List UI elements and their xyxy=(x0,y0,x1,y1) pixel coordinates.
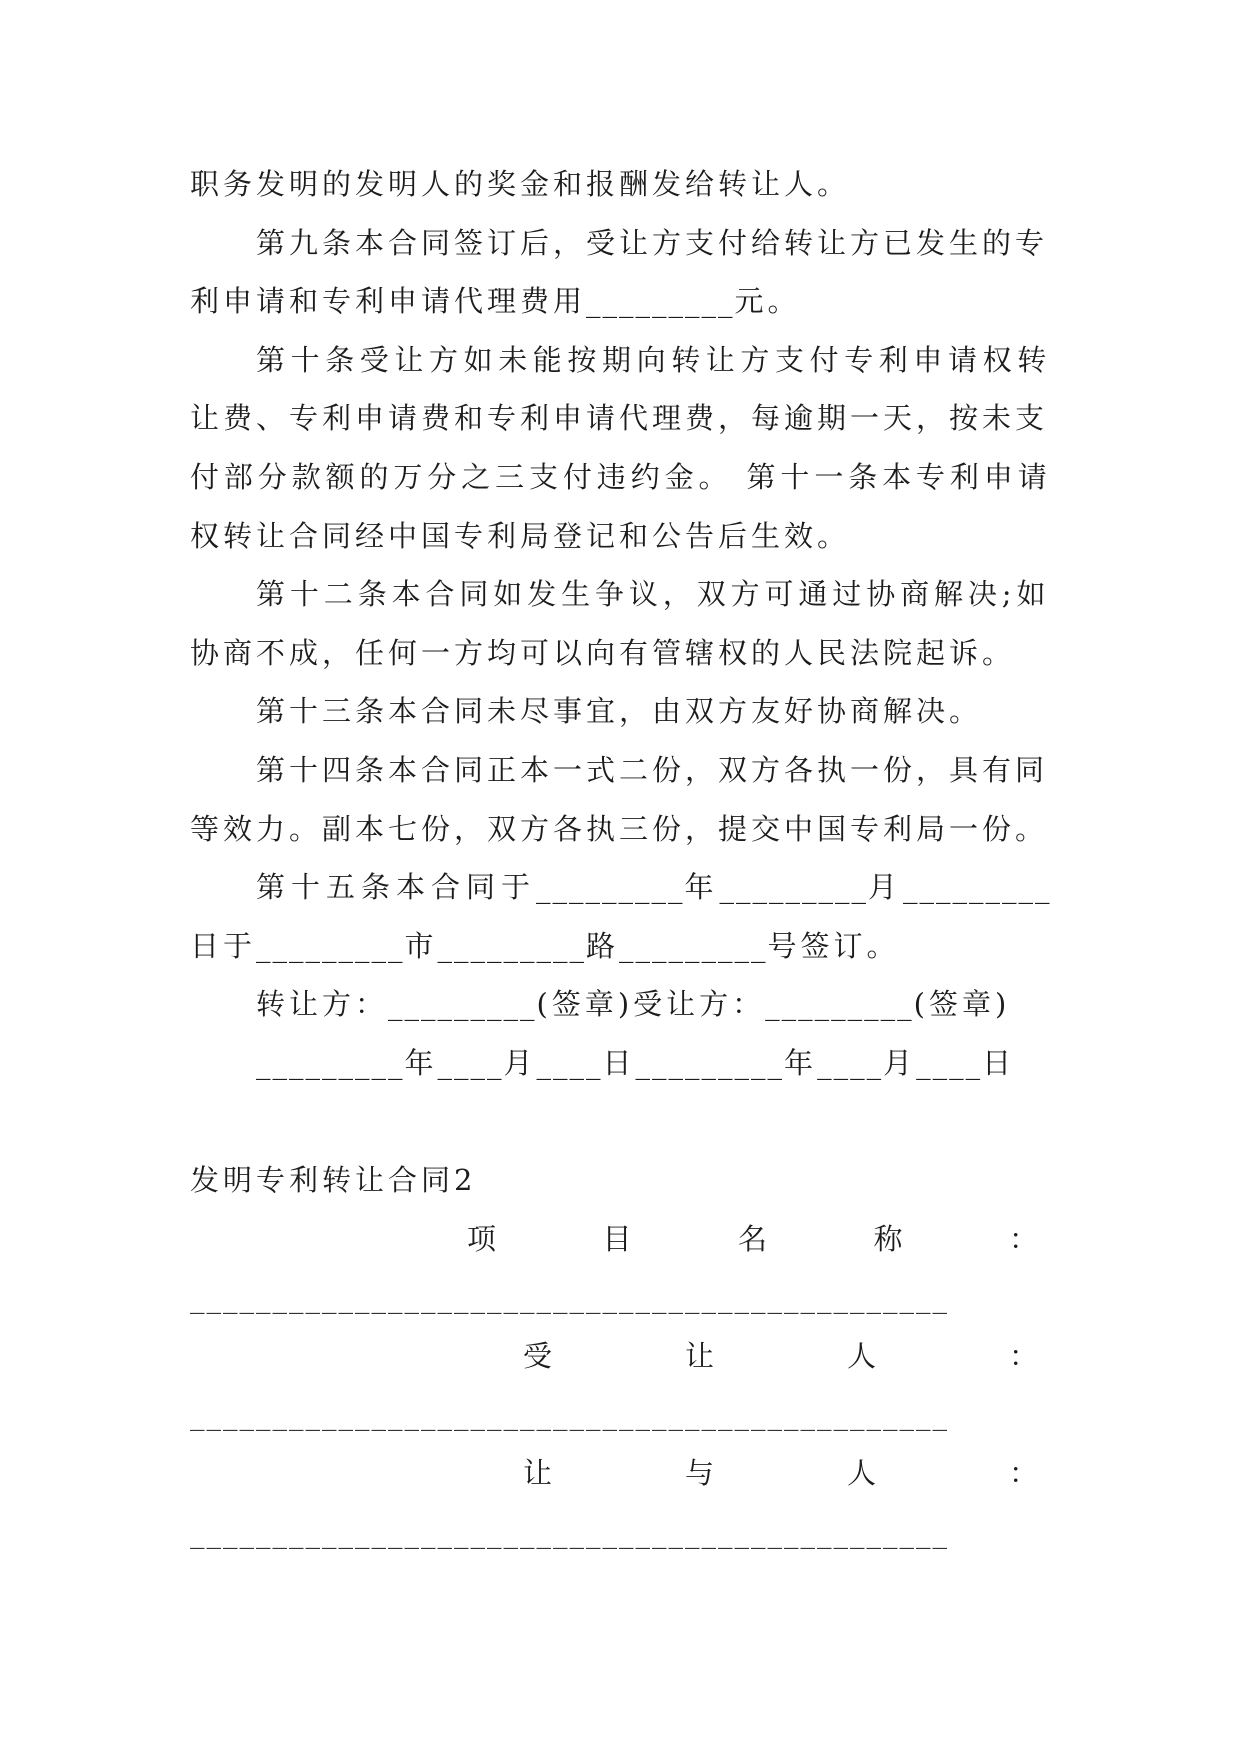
blank-field: ____ xyxy=(437,1045,504,1080)
signature-line: 转让方：_________(签章)受让方：_________(签章) xyxy=(256,987,1011,1022)
label-char: 受 xyxy=(523,1338,553,1373)
label-char: 与 xyxy=(685,1456,715,1491)
blank-field: _________ xyxy=(765,987,914,1022)
blank-field: _________ xyxy=(586,284,735,319)
document-body xyxy=(190,155,1051,1561)
blank-spacer xyxy=(190,1093,1051,1152)
clause-15-line: 第十五条本合同于_________年_________月_________ xyxy=(256,870,1052,905)
blank-field: ____ xyxy=(916,1045,983,1080)
section-title: 发明专利转让合同2 xyxy=(190,1163,477,1198)
project-name-label xyxy=(467,1210,1038,1269)
blank-field: _________ xyxy=(256,1045,405,1080)
text-line: 付部分款额的万分之三支付违约金。 第十一条本专利申请 xyxy=(190,459,1052,494)
text-line: 等效力。副本七份，双方各执三份，提交中国专利局一份。 xyxy=(190,811,1049,846)
text-line: 权转让合同经中国专利局登记和公告后生效。 xyxy=(190,518,851,553)
assignee-label xyxy=(523,1327,1038,1386)
label-colon: ： xyxy=(1009,1221,1039,1256)
blank-field: ____ xyxy=(536,1045,603,1080)
label-colon: ： xyxy=(1009,1456,1039,1491)
blank-field: _________ xyxy=(437,928,587,963)
assignor-label xyxy=(523,1444,1038,1503)
label-char: 人 xyxy=(847,1338,877,1373)
label-char: 名 xyxy=(738,1221,768,1256)
label-char: 目 xyxy=(602,1221,632,1256)
clause-10-line: 第十条受让方如未能按期向转让方支付专利申请权转 xyxy=(256,342,1052,377)
assignee-blank: ______________________________________________ xyxy=(190,1397,949,1432)
text-line: 让费、专利申请费和专利申请代理费，每逾期一天，按未支 xyxy=(190,401,1049,436)
blank-field: _________ xyxy=(388,987,537,1022)
label-char: 项 xyxy=(467,1221,497,1256)
clause-14-line: 第十四条本合同正本一式二份，双方各执一份，具有同 xyxy=(256,752,1049,787)
blank-field: _________ xyxy=(635,1045,785,1080)
blank-field: _________ xyxy=(256,928,405,963)
blank-field: _________ xyxy=(903,870,1052,905)
text-line: 协商不成，任何一方均可以向有管辖权的人民法院起诉。 xyxy=(190,635,1016,670)
label-char: 称 xyxy=(873,1221,903,1256)
clause-13-line: 第十三条本合同未尽事宜，由双方友好协商解决。 xyxy=(256,694,983,729)
blank-field: _________ xyxy=(619,928,768,963)
text-line: 利申请和专利申请代理费用_________元。 xyxy=(190,284,801,319)
blank-field: _________ xyxy=(536,870,685,905)
project-name-blank: ______________________________________________ xyxy=(190,1280,949,1315)
text-line: 职务发明的发明人的奖金和报酬发给转让人。 xyxy=(190,167,851,201)
label-char: 让 xyxy=(523,1456,553,1491)
blank-field: _________ xyxy=(719,870,869,905)
clause-9-line: 第九条本合同签订后，受让方支付给转让方已发生的专 xyxy=(256,225,1049,260)
label-colon: ： xyxy=(1009,1338,1039,1373)
signature-date-line: _________年____月____日_________年____月____日 xyxy=(256,1045,1016,1080)
blank-field: ____ xyxy=(817,1045,884,1080)
label-char: 人 xyxy=(847,1456,877,1491)
label-char: 让 xyxy=(685,1338,715,1373)
text-line: 日于_________市_________路_________号签订。 xyxy=(190,928,900,963)
assignor-blank: ______________________________________________ xyxy=(190,1514,949,1549)
clause-12-line: 第十二条本合同如发生争议，双方可通过协商解决;如 xyxy=(256,577,1051,612)
